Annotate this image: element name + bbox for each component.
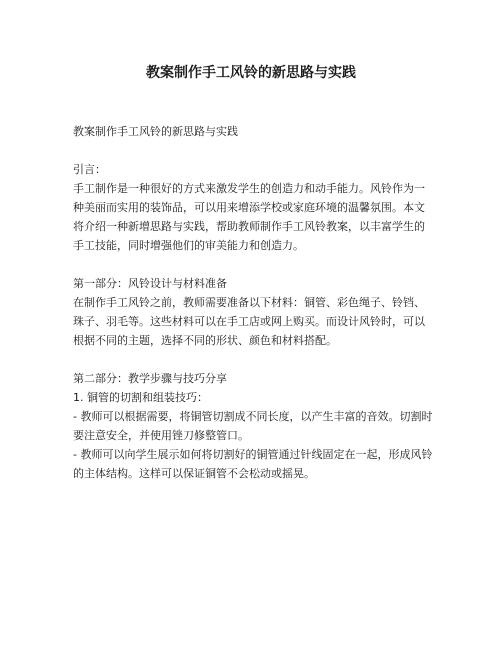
part1-heading: 第一部分：风铃设计与材料准备 — [73, 277, 227, 290]
part2-heading: 第二部分：教学步骤与技巧分享 — [73, 372, 227, 385]
intro-paragraph: 手工制作是一种很好的方式来激发学生的创造力和动手能力。风铃作为一种美丽而实用的装饰品，可以用来增添学校或家庭环境的温馨氛围。本文将介绍一种新增思路与实践，帮助教师制作手工风铃教案，以丰富学生的手工技能，同时增强他们的审美能力和创造力。 — [73, 182, 425, 252]
part2-bullet1: - 教师可以根据需要，将铜管切割成不同长度，以产生丰富的音效。切割时要注意安全，并使用锉刀修整管口。 — [73, 410, 433, 442]
intro-heading: 引言： — [73, 163, 106, 176]
document-title: 教案制作手工风铃的新思路与实践 — [146, 65, 356, 81]
part2-step1: 1. 铜管的切割和组装技巧： — [73, 391, 208, 404]
part1-paragraph: 在制作手工风铃之前，教师需要准备以下材料：铜管、彩色绳子、铃铛、珠子、羽毛等。这些材料可以在手工店或网上购买。而设计风铃时，可以根据不同的主题，选择不同的形状、颜色和材料搭配。 — [73, 296, 425, 347]
spacer — [73, 350, 433, 369]
document-body — [73, 122, 433, 483]
part2-bullet2: - 教师可以向学生展示如何将切割好的铜管通过针线固定在一起，形成风铃的主体结构。这样可以保证铜管不会松动或摇晃。 — [73, 448, 433, 480]
document-subtitle: 教案制作手工风铃的新思路与实践 — [73, 125, 238, 138]
spacer — [73, 255, 433, 274]
spacer — [73, 141, 433, 160]
